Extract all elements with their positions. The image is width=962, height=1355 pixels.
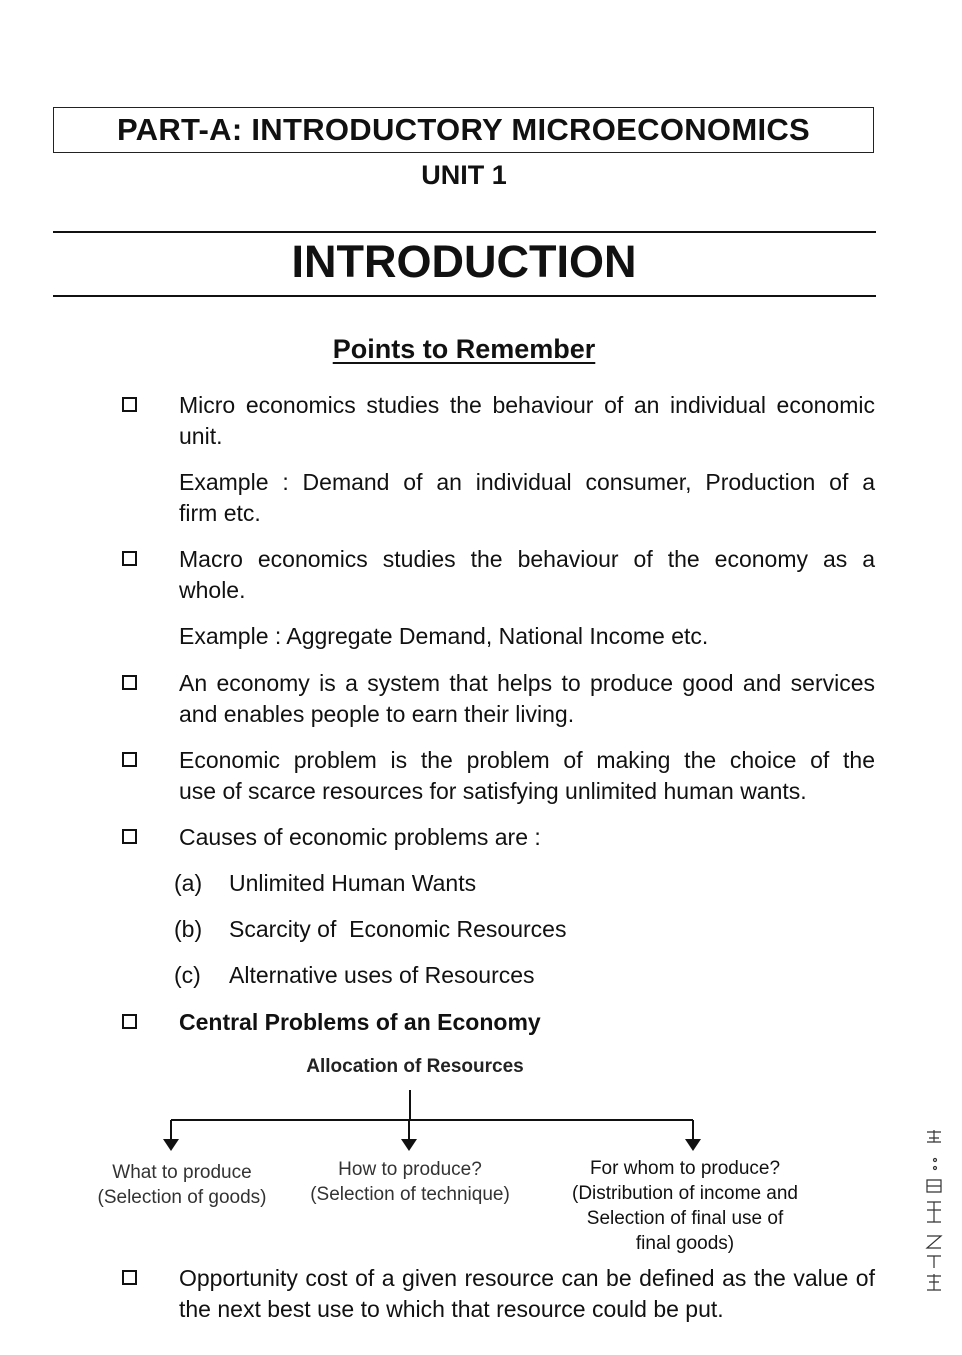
point-1-example-line-1: Example : Demand of an individual consumer, Production of a xyxy=(179,469,875,495)
right-node-line-1: For whom to produce? xyxy=(589,1158,781,1179)
point-1-line-2: unit. xyxy=(179,423,223,449)
cause-text: Unlimited Human Wants xyxy=(229,870,477,896)
point-7-line-1: Opportunity cost of a given resource can be defined as the value of xyxy=(179,1265,875,1291)
point-4-line-2: use of scarce resources for satisfying unlimited human wants. xyxy=(179,778,807,804)
cause-label: (a) xyxy=(174,870,203,896)
arrow-down-icon xyxy=(685,1139,701,1151)
diagram-left-node xyxy=(82,1160,282,1210)
diagram-right-node xyxy=(555,1156,815,1256)
middle-node-line-1: How to produce? xyxy=(338,1159,482,1180)
right-node-line-3: Selection of final use of xyxy=(586,1208,784,1229)
diagram-middle-node xyxy=(295,1157,525,1207)
point-2-line-1: Macro economics studies the behaviour of the economy as a xyxy=(179,546,875,572)
checkbox-bullet-icon xyxy=(122,1270,137,1285)
point-3-line-2: and enables people to earn their living. xyxy=(179,701,575,727)
arrow-down-icon xyxy=(401,1139,417,1151)
cause-label: (b) xyxy=(174,916,203,942)
right-node-line-4: final goods) xyxy=(635,1233,735,1254)
margin-mark-artifact xyxy=(915,1128,955,1298)
point-2-line-2: whole. xyxy=(179,577,246,603)
left-node-line-1: What to produce xyxy=(112,1162,252,1183)
point-2-example: Example : Aggregate Demand, National Income etc. xyxy=(179,623,709,649)
right-node-line-2: (Distribution of income and xyxy=(572,1183,798,1204)
arrow-down-icon xyxy=(163,1139,179,1151)
middle-node-line-2: (Selection of technique) xyxy=(310,1184,510,1205)
section-title: Points to Remember xyxy=(332,334,596,364)
point-3-line-1: An economy is a system that helps to produce good and services xyxy=(179,670,875,696)
diagram-root-label: Allocation of Resources xyxy=(306,1056,524,1077)
left-node-line-2: (Selection of goods) xyxy=(97,1187,267,1208)
point-1-example-line-2: firm etc. xyxy=(179,500,261,526)
unit-label: UNIT 1 xyxy=(421,160,507,190)
part-title: PART-A: INTRODUCTORY MICROECONOMICS xyxy=(116,112,811,147)
point-5-text: Causes of economic problems are : xyxy=(179,824,541,850)
point-7-line-2: the next best use to which that resource could be put. xyxy=(179,1296,724,1322)
point-1-line-1: Micro economics studies the behaviour of an individual economic xyxy=(179,392,875,418)
cause-text: Alternative uses of Resources xyxy=(229,962,535,988)
point-4-line-1: Economic problem is the problem of making the choice of the xyxy=(179,747,875,773)
cause-label: (c) xyxy=(174,962,201,988)
point-6-heading: Central Problems of an Economy xyxy=(179,1009,541,1035)
cause-text: Scarcity of Economic Resources xyxy=(229,916,567,942)
chapter-title: INTRODUCTION xyxy=(291,236,637,287)
